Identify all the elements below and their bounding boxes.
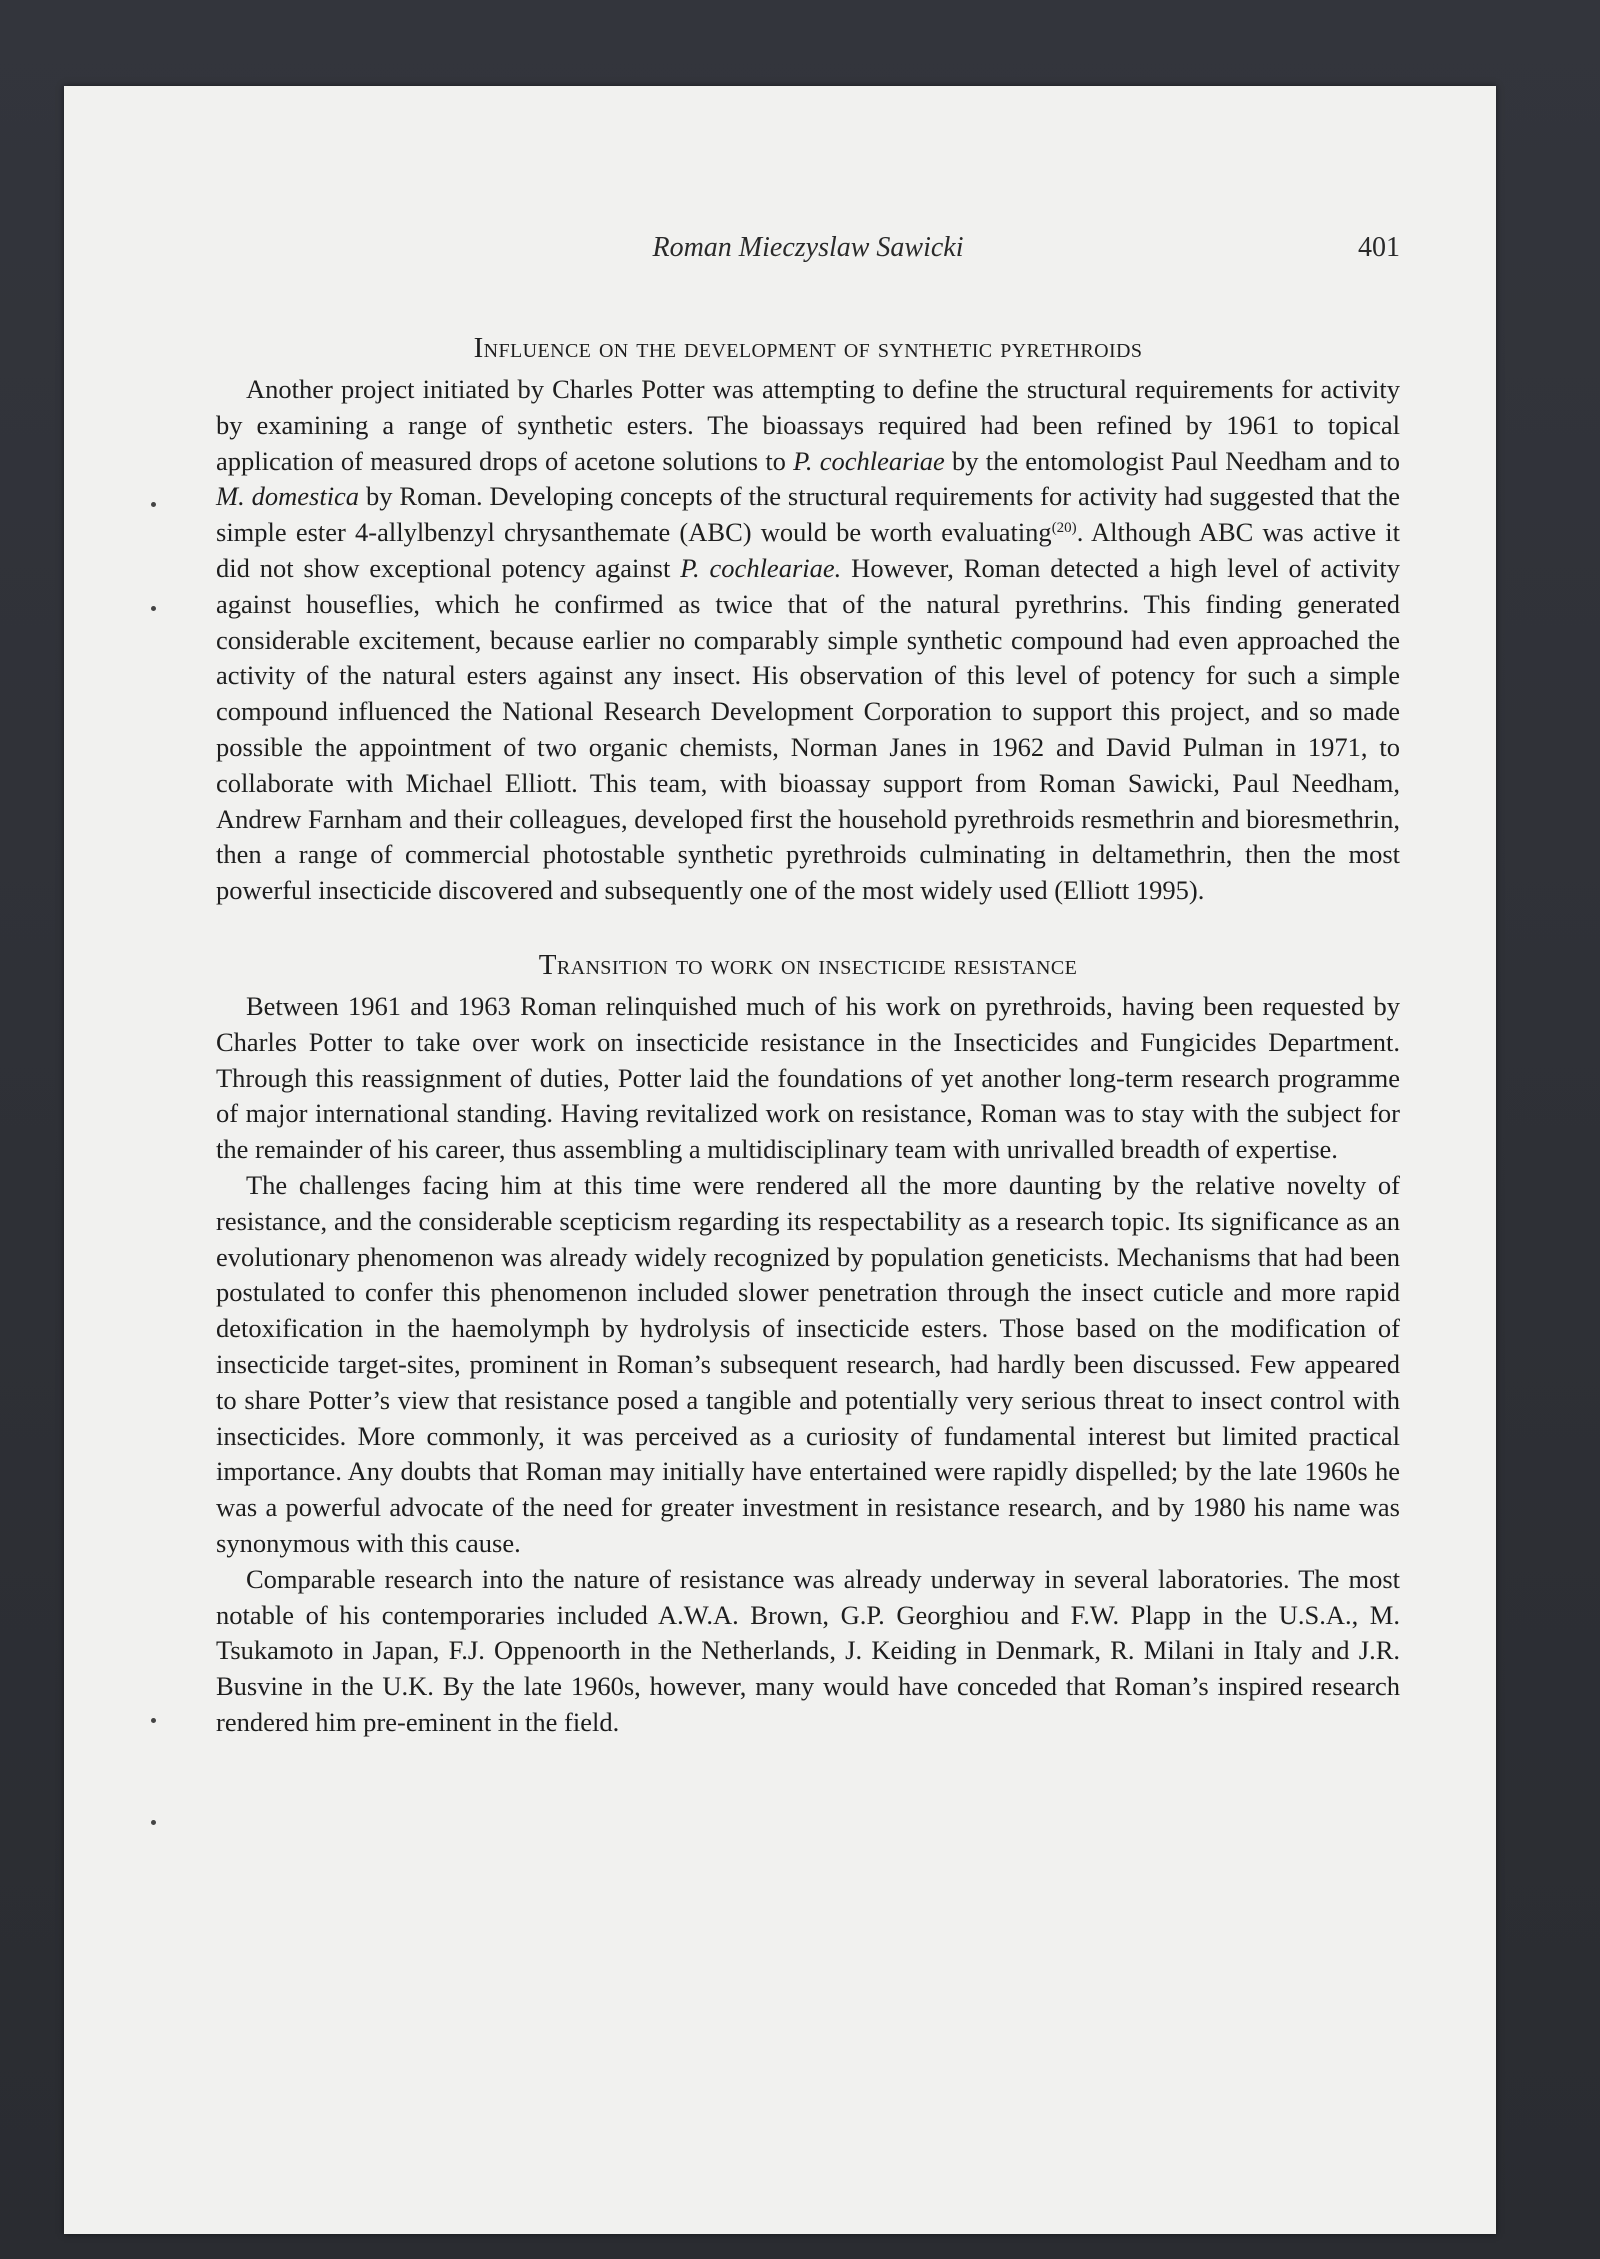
reference-marker: (20)	[1051, 520, 1077, 537]
paragraph: The challenges facing him at this time were rendered all the more daunting by the relative novelty of resistance, and the considerable scepticism regarding its respectability as a research topic. Its significance as an evolutionary phenomenon was already widely recognized by population geneticists. Mechanisms that had been postulated to confer this phenomenon included slower penetration through the insect cuticle and more rapid detoxification in the haemolymph by hydrolysis of insecticide esters. Those based on the modification of insecticide target-sites, prominent in Roman’s subsequent research, had hardly been discussed. Few appeared to share Potter’s view that resistance posed a tangible and potentially very serious threat to insect control with insecticides. More commonly, it was perceived as a curiosity of fundamental interest but limited practical importance. Any doubts that Roman may initially have entertained were rapidly dispelled; by the late 1960s he was a powerful advocate of the need for greater investment in resistance research, and by 1980 his name was synonymous with this cause.	[216, 1169, 1400, 1558]
running-title: Roman Mieczyslaw Sawicki	[652, 232, 964, 263]
section-heading-pyrethroids: Influence on the development of synthetic pyrethroids	[473, 332, 1143, 364]
running-header	[216, 232, 1400, 276]
section-heading-resistance: Transition to work on insecticide resistance	[538, 948, 1078, 981]
text-run: by the entomologist Paul Needham and to	[944, 445, 1401, 476]
text-run: by Roman. Developing concepts of the structural requirements for activity had suggested that the simple ester 4-allylbenzyl chrysanthemate (ABC) would be worth evaluating	[216, 481, 1400, 548]
margin-mark	[151, 606, 156, 611]
species-name: P. cochleariae.	[680, 552, 842, 583]
page-number: 401	[1358, 232, 1400, 263]
page-body	[216, 330, 1400, 1741]
margin-mark	[151, 1718, 156, 1723]
paragraph: Comparable research into the nature of resistance was already underway in several laboratories. The most notable of his contemporaries included A.W.A. Brown, G.P. Georghiou and F.W. Plapp in the U.S.A., M. Tsukamoto in Japan, F.J. Oppenoorth in the Netherlands, J. Keiding in Denmark, R. Milani in Italy and J.R. Busvine in the U.K. By the late 1960s, however, many would have conceded that Roman’s inspired research rendered him pre-eminent in the field.	[216, 1563, 1400, 1737]
margin-mark	[151, 502, 156, 507]
species-name: P. cochleariae	[793, 445, 945, 476]
text-run: However, Roman detected a high level of activity against houseflies, which he confirmed as twice that of the natural pyrethrins. This finding generated considerable excitement, because earlier no comparably simple synthetic compound had even approached the activity of the natural esters against any insect. His observation of this level of potency for such a simple compound influenced the National Research Development Corporation to support this project, and so made possible the appointment of two organic chemists, Norman Janes in 1962 and David Pulman in 1971, to collaborate with Michael Elliott. This team, with bioassay support from Roman Sawicki, Paul Needham, Andrew Farnham and their colleagues, developed first the household pyrethroids resmethrin and bioresmethrin, then a range of commercial photostable synthetic pyrethroids culminating in deltamethrin, then the most powerful insecticide discovered and subsequently one of the most widely used (Elliott 1995).	[216, 552, 1400, 906]
paragraph	[216, 372, 1400, 909]
species-name: M. domestica	[216, 481, 360, 512]
document-page	[64, 86, 1496, 2234]
paragraph: Between 1961 and 1963 Roman relinquished much of his work on pyrethroids, having been requested by Charles Potter to take over work on insecticide resistance in the Insecticides and Fungicides Department. Through this reassignment of duties, Potter laid the foundations of yet another long-term research programme of major international standing. Having revitalized work on resistance, Roman was to stay with the subject for the remainder of his career, thus assembling a multidisciplinary team with unrivalled breadth of expertise.	[216, 990, 1400, 1165]
margin-mark	[151, 1820, 156, 1825]
text-run: Another project initiated by Charles Potter was attempting to define the structural requirements for activity by examining a range of synthetic esters. The bioassays required had been refined by 1961 to topical application of measured drops of acetone solutions to	[216, 374, 1400, 476]
text-run: . Although ABC was active it did not show exceptional potency against	[216, 517, 1400, 583]
